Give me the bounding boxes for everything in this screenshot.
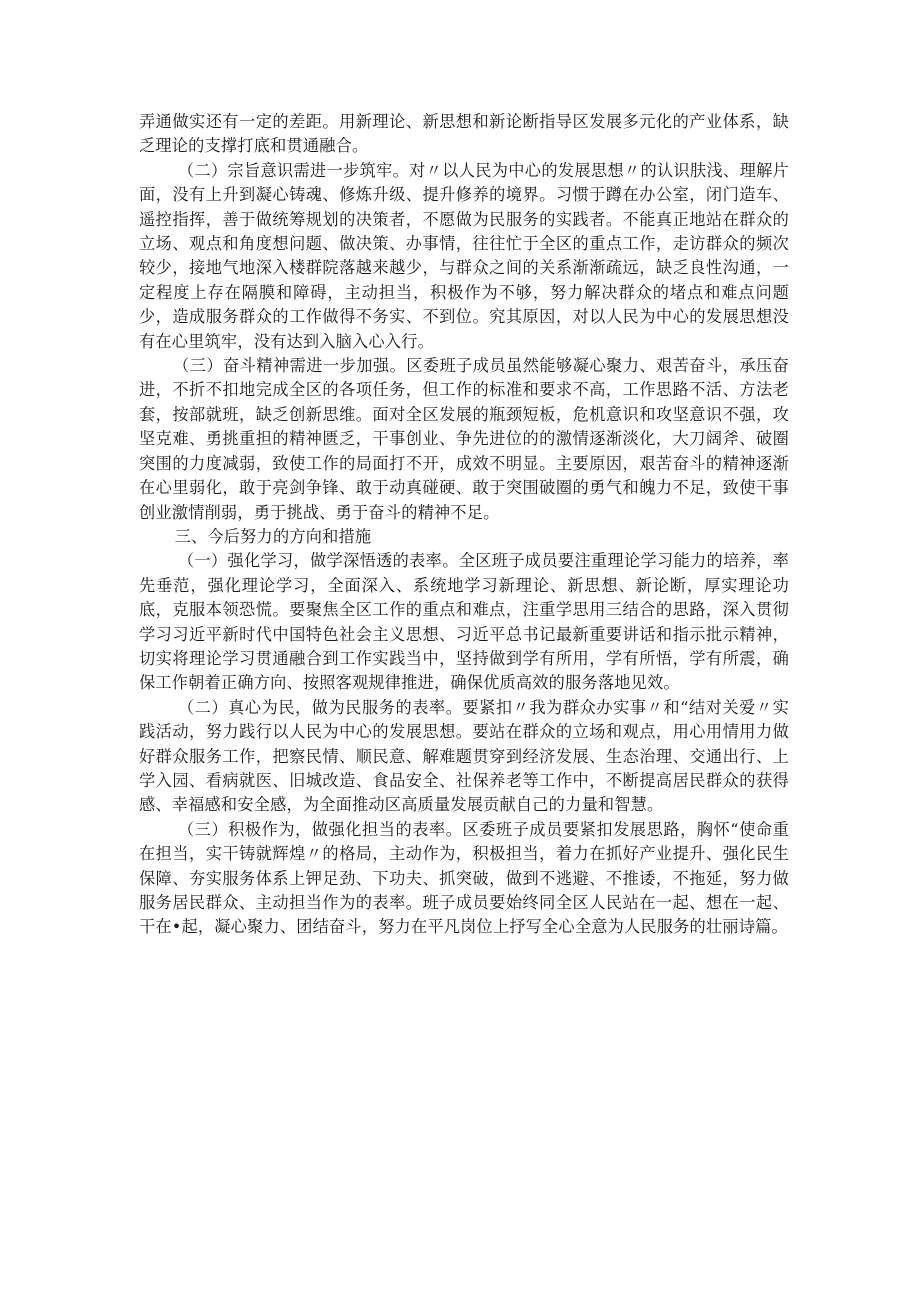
paragraph-serve-people: （二）真心为民，做为民服务的表率。要紧扣〃我为群众办实事〃和“结对关爱〃实践活动，努力践行以人民为中心的发展思想。要站在群众的立场和观点，用心用情用力做好群众服务工作，把察民情、顺民意、解难题贯穿到经济发展、生态治理、交通出行、上学入园、看病就医、旧城改造、食品安全、社保养老等工作中，不断提高居民群众的获得感、幸福感和安全感，为全面推动区高质量发展贡献自己的力量和智慧。 — [139, 697, 789, 815]
paragraph-continued: 弄通做实还有一定的差距。用新理论、新思想和新论断指导区发展多元化的产业体系，缺乏理论的支撑打底和贯通融合。 — [139, 112, 789, 156]
paragraph-strengthen-learning: （一）强化学习，做学深悟透的表率。全区班子成员要注重理论学习能力的培养，率先垂范，强化理论学习，全面深入、系统地学习新理论、新思想、新论断，厚实理论功底，克服本领恐慌。要聚焦全区工作的重点和难点，注重学思用三结合的思路，深入贯彻学习习近平新时代中国特色社会主义思想、习近平总书记最新重要讲话和指示批示精神，切实将理论学习贯通融合到工作实践当中，坚持做到学有所用，学有所悟，学有所震，确保工作朝着正确方向、按照客观规律推进，确保优质高效的服务落地见效。 — [139, 551, 789, 693]
paragraph-take-responsibility: （三）积极作为，做强化担当的表率。区委班子成员要紧扣发展思路，胸怀“使命重在担当，实干铸就辉煌〃的格局，主动作为，积极担当，着力在抓好产业提升、强化民生保障、夯实服务体系上钾足劲、下功夫、抓突破，做到不逃避、不推诿，不拖延，努力做服务居民群众、主动担当作为的表率。班子成员要始终同全区人民站在一起、想在一起、干在•起，凝心聚力、团结奋斗，努力在平凡岗位上抒写全心全意为人民服务的壮丽诗篇。 — [139, 819, 789, 937]
paragraph-purpose-awareness: （二）宗旨意识需进一步筑牢。对〃以人民为中心的发展思想〃的认识肤浅、理解片面，没有上升到凝心铸魂、修炼升级、提升修养的境界。习惯于蹲在办公室，闭门造车、遥控指挥，善于做统筹规划的决策者，不愿做为民服务的实践者。不能真正地站在群众的立场、观点和角度想问题、做决策、办事情，往往忙于全区的重点工作，走访群众的频次较少，接地气地深入楼群院落越来越少，与群众之间的关系渐渐疏远，缺乏良性沟通，一定程度上存在隔膜和障碍，主动担当，积极作为不够，努力解决群众的堵点和难点问题少，造成服务群众的工作做得不务实、不到位。究其原因，对以人民为中心的发展思想没有在心里筑牢，没有达到入脑入心入行。 — [139, 160, 789, 351]
section-heading-future-direction: 三、今后努力的方向和措施 — [174, 526, 372, 546]
paragraph-struggle-spirit: （三）奋斗精神需进一步加强。区委班子成员虽然能够凝心聚力、艰苦奋斗，承压奋进，不折不扣地完成全区的各项任务，但工作的标准和要求不高，工作思路不活、方法老套，按部就班，缺乏创新思维。面对全区发展的瓶颈短板，危机意识和攻坚意识不强，攻坚克难、勇挑重担的精神匮乏，干事创业、争先进位的的激情逐渐淡化，大刀阔斧、破圈突围的力度减弱，致使工作的局面打不开，成效不明显。主要原因，艰苦奋斗的精神逐渐在心里弱化，敢于亮剑争锋、敢于动真碰硬、敢于突围破圈的勇气和魄力不足，致使干事创业激情削弱，勇于挑战、勇于奋斗的精神不足。 — [139, 356, 789, 522]
document-body — [139, 110, 789, 940]
